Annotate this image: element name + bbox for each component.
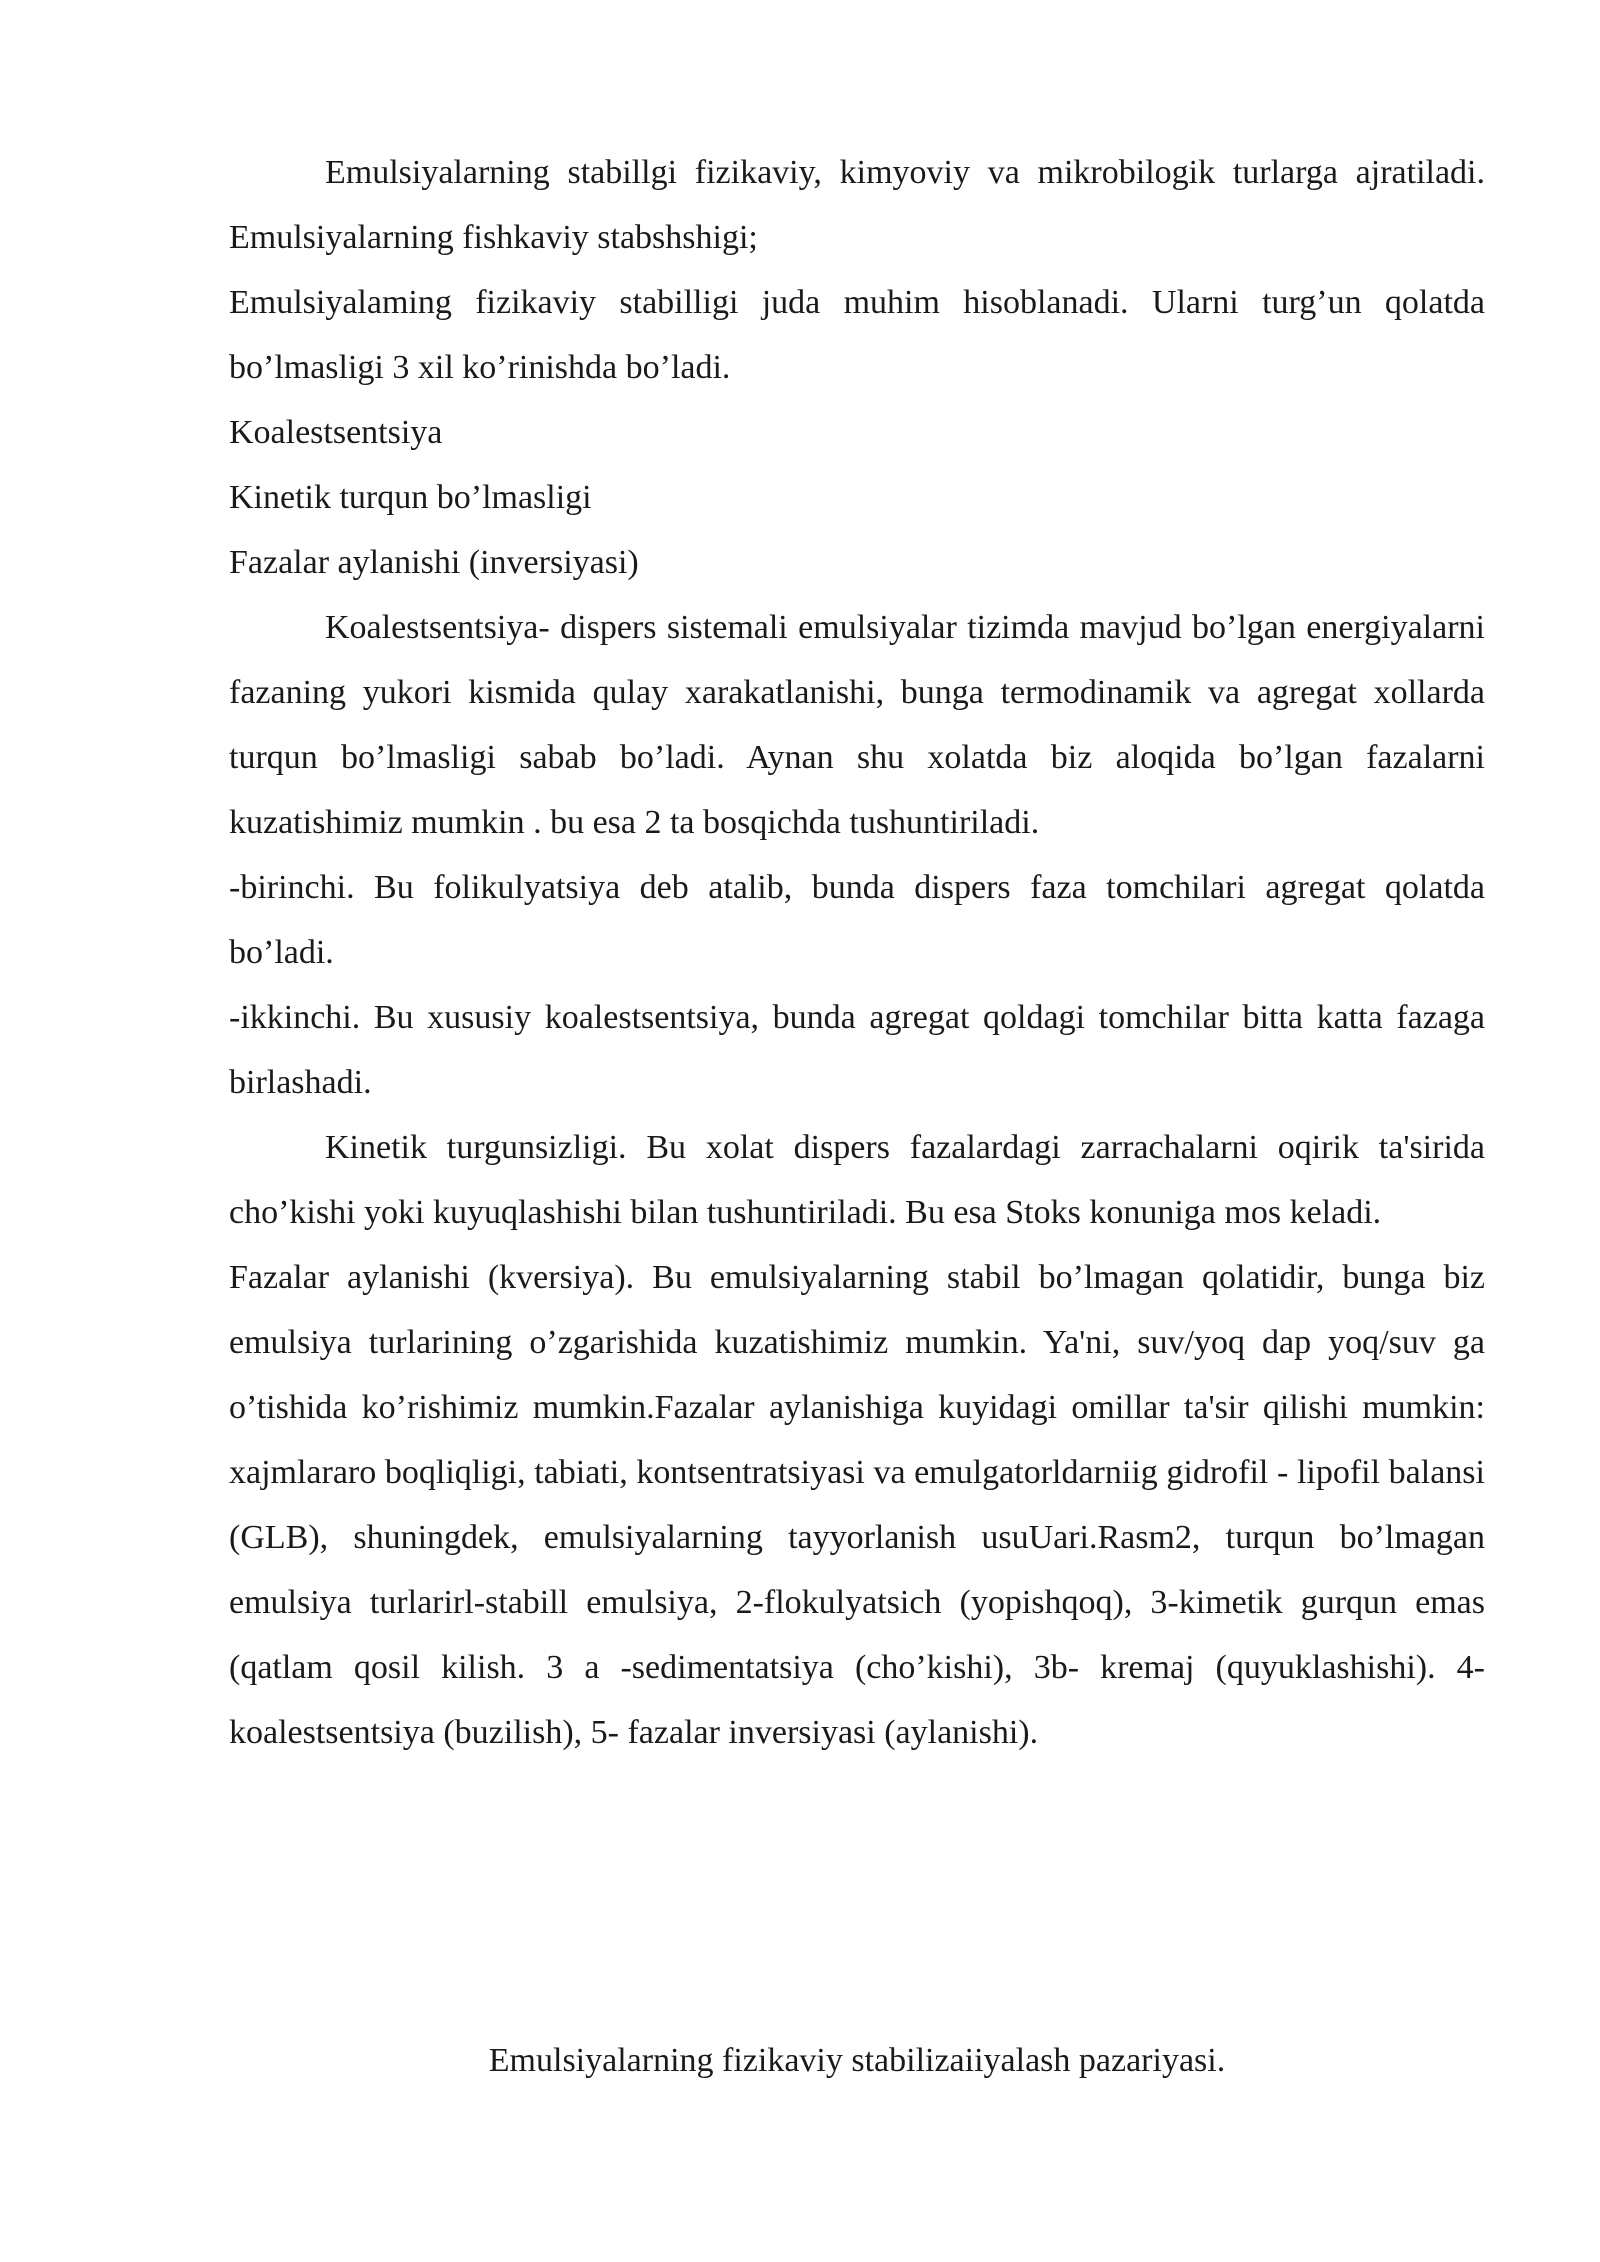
list-item-kinetic-instability: Kinetik turqun bo’lmasligi <box>229 479 592 516</box>
paragraph-first-stage: -birinchi. Bu folikulyatsiya deb atalib, bunda dispers faza tomchilari agregat qolatda bo’ladi. <box>229 869 1485 971</box>
document-body <box>229 140 1485 1765</box>
paragraph-second-stage: -ikkinchi. Bu xususiy koalestsentsiya, bunda agregat qoldagi tomchilar bitta katta fazaga birlashadi. <box>229 999 1485 1101</box>
paragraph-stability-types: Emulsiyalarning stabillgi fizikaviy, kimyoviy va mikrobilogik turlarga ajratiladi. Emulsiyalarning fishkaviy stabshshigi; <box>229 154 1485 256</box>
list-item-coalescence: Koalestsentsiya <box>229 414 443 451</box>
paragraph-coalescence: Koalestsentsiya- dispers sistemali emulsiyalar tizimda mavjud bo’lgan energiyalarni fazaning yukori kismida qulay xarakatlanishi, bunga termodinamik va agregat xollarda turqun bo’lmasligi sabab bo’ladi. Aynan shu xolatda biz aloqida bo’lgan fazalarni kuzatishimiz mumkin . bu esa 2 ta bosqichda tushuntiriladi. <box>229 609 1485 841</box>
list-item-phase-inversion: Fazalar aylanishi (inversiyasi) <box>229 544 639 581</box>
section-heading: Emulsiyalarning fizikaviy stabilizaiiyalash pazariyasi. <box>488 2042 1226 2079</box>
paragraph-phase-inversion: Fazalar aylanishi (kversiya). Bu emulsiyalarning stabil bo’lmagan qolatidir, bunga biz emulsiya turlarining o’zgarishida kuzatishimiz mumkin. Ya'ni, suv/yoq dap yoq/suv ga o’tishida ko’rishimiz mumkin.Fazalar aylanishiga kuyidagi omillar ta'sir qilishi mumkin: xajmlararo boqliqligi, tabiati, kontsentratsiyasi va emulgatorldarniig gidrofil - lipofil balansi (GLB), shuningdek, emulsiyalarning tayyorlanish usuUari.Rasm2, turqun bo’lmagan emulsiya turlarirl-stabill emulsiya, 2-flokulyatsich (yopishqoq), 3-kimetik gurqun emas (qatlam qosil kilish. 3 a -sedimentatsiya (cho’kishi), 3b- kremaj (quyuklashishi). 4-koalestsentsiya (buzilish), 5- fazalar inversiyasi (aylanishi). <box>229 1259 1485 1751</box>
paragraph-kinetic-instability: Kinetik turgunsizligi. Bu xolat dispers fazalardagi zarrachalarni oqirik ta'sirida cho’kishi yoki kuyuqlashishi bilan tushuntiriladi. Bu esa Stoks konuniga mos keladi. <box>229 1129 1485 1231</box>
paragraph-physical-stability: Emulsiyalaming fizikaviy stabilligi juda muhim hisoblanadi. Ularni turg’un qolatda bo’lmasligi 3 xil ko’rinishda bo’ladi. <box>229 284 1485 386</box>
